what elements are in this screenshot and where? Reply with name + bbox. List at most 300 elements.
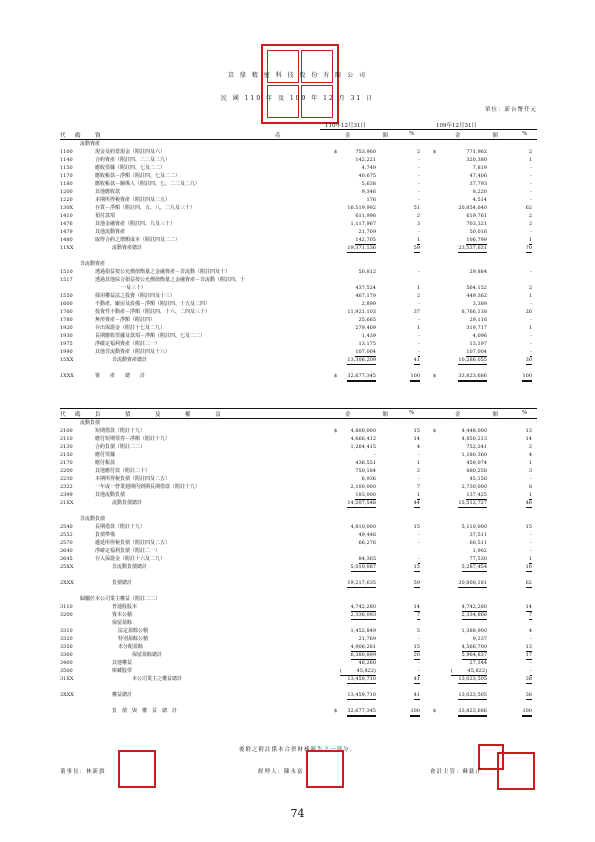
amount-prior: 703,321 — [466, 221, 487, 227]
percent-current: 1 — [416, 285, 420, 291]
amount-prior: 45,156 — [469, 476, 487, 482]
amount-prior: 5,287,454 — [461, 564, 487, 570]
account-label: 其他應收款 — [95, 189, 121, 195]
account-label: 應收票據（附註四、七及二二） — [95, 165, 166, 171]
percent-current: 15 — [413, 644, 420, 650]
manager-seal — [306, 750, 344, 788]
currency-sign: $ — [433, 149, 437, 155]
percent-current: - — [418, 341, 420, 347]
amount-current: 2,336,093 — [350, 612, 376, 618]
amount-prior: 3,389 — [472, 301, 487, 307]
account-code: 1920 — [60, 325, 73, 331]
account-label: 其他流動負債 — [95, 492, 126, 498]
account-label: 一年或一營業週期內到期長期借款（附註十九） — [95, 484, 201, 490]
account-label: 法定盈餘公積 — [118, 628, 149, 634]
percent-prior: 1 — [528, 460, 532, 466]
percent-current: - — [418, 540, 420, 546]
amount-current: 50,812 — [358, 269, 376, 275]
amount-current: 1,452,849 — [350, 628, 376, 634]
account-label: 長期應收票據及款項－淨額（附註四、七及二二） — [95, 333, 206, 339]
table-row — [0, 435, 595, 443]
percent-current: 44 — [413, 500, 420, 506]
account-label: 一及三十） — [121, 285, 147, 291]
account-label: 遞延所得稅負債（附註四及二五） — [95, 540, 171, 546]
account-label: 現金及約當現金（附註四及六） — [95, 149, 166, 155]
percent-current: 2 — [416, 293, 420, 299]
percent-current: 51 — [413, 205, 420, 211]
amount-prior: 619,761 — [466, 213, 487, 219]
account-label: 應付帳款 — [95, 460, 116, 466]
percent-prior: 1 — [528, 556, 532, 562]
account-label: 本公司業主之權益總計 — [132, 676, 183, 682]
col-liabilities-header: 負 債 及 權 益 — [95, 412, 223, 418]
percent-prior: - — [530, 540, 532, 546]
account-code: 3200 — [60, 612, 73, 618]
account-label: 其他金融資產（附註四、九及三十） — [95, 221, 176, 227]
account-code: 1150 — [60, 165, 73, 171]
amount-current: 40,675 — [358, 173, 376, 179]
table-row — [0, 244, 595, 252]
percent-prior: 38 — [525, 676, 532, 682]
account-label: 投資性不動產－淨額（附註四、十六、二四及三十） — [95, 309, 211, 315]
percent-current: - — [418, 333, 420, 339]
account-code: 2230 — [60, 476, 73, 482]
percent-current: 100 — [410, 707, 420, 717]
percent-prior: - — [530, 173, 532, 179]
amount-current: 5,638 — [361, 181, 376, 187]
table-row — [0, 707, 595, 715]
account-label: 其他流動資產 — [95, 229, 126, 235]
percent-current: - — [418, 660, 420, 666]
percent-prior: 2 — [528, 149, 532, 155]
table-row — [0, 372, 595, 380]
amount-current: 6,380,899 — [350, 652, 376, 658]
account-code: 1476 — [60, 221, 73, 227]
amount-prior: 5,964,837 — [461, 652, 487, 658]
percent-current: - — [418, 229, 420, 235]
table-row — [0, 164, 595, 172]
percent-current: - — [418, 532, 420, 538]
amount-current: 21,709 — [358, 229, 376, 235]
amount-prior: 9,237 — [472, 636, 487, 642]
amount-prior: 320,380 — [466, 157, 487, 163]
percent-prior: 100 — [522, 372, 532, 382]
account-label: 應付短期票券－淨額（附註十九） — [95, 436, 171, 442]
amount-current: 4,800,000 — [350, 428, 376, 434]
account-label: 負債準備 — [95, 532, 116, 538]
amount-prior: 4,850,213 — [461, 436, 487, 442]
account-label: 應收帳款－淨額（附註四、七及二二） — [95, 173, 181, 179]
percent-current: - — [418, 668, 420, 674]
amount-prior: 107,004 — [466, 349, 487, 355]
amount-current: 13,175 — [358, 341, 376, 347]
table-row — [0, 467, 595, 475]
col-pct-header-3: % — [409, 410, 417, 416]
table-row — [0, 627, 595, 635]
account-code: 1200 — [60, 189, 73, 195]
account-label: 取得合約之增額成本（附註四及二二） — [95, 237, 181, 243]
amount-prior: 27,344 — [469, 660, 487, 666]
account-code: 130X — [60, 205, 74, 211]
percent-prior: - — [530, 189, 532, 195]
amount-current: 2,100,000 — [350, 484, 376, 490]
amount-prior: 106,799 — [466, 237, 487, 243]
amount-prior: 8,766,138 — [461, 309, 487, 315]
amount-prior: 10,286,055 — [458, 357, 487, 363]
account-code: 2200 — [60, 468, 73, 474]
amount-prior: 449,362 — [466, 293, 487, 299]
amount-current: 1,439 — [361, 333, 376, 339]
account-label: 應收帳款－關係人（附註四、七、二二及二九） — [95, 181, 201, 187]
percent-prior: 30 — [525, 357, 532, 363]
table-row — [0, 220, 595, 228]
account-label: 採用權益法之投資（附註四及十三） — [95, 293, 176, 299]
percent-current: - — [418, 181, 420, 187]
account-code: 2130 — [60, 444, 73, 450]
account-label: 保留盈餘總計 — [132, 652, 163, 658]
amount-current: 4,906,281 — [350, 644, 376, 650]
col-amount-header-4: 金 額 — [455, 412, 501, 418]
amount-prior: 4,096 — [472, 333, 487, 339]
amount-prior: 4,448,000 — [461, 428, 487, 434]
amount-current: 11,921,103 — [347, 309, 376, 315]
col-pct-header-4: % — [522, 410, 530, 416]
amount-prior: 5,110,000 — [461, 524, 487, 530]
amount-prior: 13,023,505 — [458, 692, 487, 698]
percent-prior: - — [530, 532, 532, 538]
table-row — [0, 324, 595, 332]
account-code: 2170 — [60, 460, 73, 466]
amount-prior: 60,511 — [469, 540, 487, 546]
table-row — [0, 156, 595, 164]
table-row — [0, 603, 595, 611]
account-label: 不動產、廠房及設備－淨額（附註四、十五及二四） — [95, 301, 211, 307]
table-row — [0, 667, 595, 675]
col-amount-header-2: 金 額 — [455, 133, 501, 139]
table-row — [0, 555, 595, 563]
percent-current: - — [418, 476, 420, 482]
amount-prior: 29,884 — [469, 269, 487, 275]
account-code: 1930 — [60, 333, 73, 339]
table-row — [0, 316, 595, 324]
amount-current: 176 — [366, 197, 376, 203]
account-code: 3320 — [60, 636, 73, 642]
amount-prior: 1,388,900 — [461, 628, 487, 634]
table-row — [0, 691, 595, 699]
year-rule — [320, 129, 537, 130]
amount-current: 25,665 — [358, 317, 376, 323]
table-row — [0, 356, 595, 364]
amount-prior: 33,823,686 — [458, 372, 487, 382]
table-row — [0, 196, 595, 204]
percent-prior: - — [530, 341, 532, 347]
percent-current: 1 — [416, 460, 420, 466]
percent-prior: - — [530, 660, 532, 666]
account-code: 3310 — [60, 628, 73, 634]
percent-prior: - — [530, 301, 532, 307]
amount-current: 2,899 — [361, 301, 376, 307]
section-label: 流動負債 — [80, 420, 101, 426]
section-label: 非流動資產 — [80, 261, 106, 267]
percent-current: - — [418, 269, 420, 275]
account-label: 預付款項 — [95, 213, 116, 219]
account-code: 21XX — [60, 500, 74, 506]
report-period: 民 國 110 年 及 109 年 12 月 31 日 — [220, 95, 375, 102]
account-label: 本期所得稅負債（附註四及二五） — [95, 476, 171, 482]
amount-prior: 77,530 — [469, 556, 487, 562]
amount-prior: 459,074 — [466, 460, 487, 466]
percent-current: 7 — [416, 484, 420, 490]
percent-current: - — [418, 452, 420, 458]
account-label: 存入保證金（附註十六及二九） — [95, 556, 166, 562]
table-row — [0, 268, 595, 276]
amount-prior: 2,730,000 — [461, 484, 487, 490]
col-amount-header-1: 金 額 — [345, 133, 391, 139]
percent-prior: 15 — [525, 524, 532, 530]
table-row — [0, 651, 595, 659]
account-code: 1XXX — [60, 373, 74, 379]
amount-current: 32,677,345 — [347, 707, 376, 717]
account-code: 1975 — [60, 341, 73, 347]
percent-prior: - — [530, 333, 532, 339]
table-row — [0, 300, 595, 308]
account-label: 應付票據 — [95, 452, 116, 458]
amount-current: 49,446 — [358, 532, 376, 538]
account-label: 流動資產總計 — [112, 245, 143, 251]
account-code: 1600 — [60, 301, 73, 307]
account-label: 非流動資產總計 — [112, 357, 148, 363]
percent-prior: 3 — [528, 468, 532, 474]
amount-prior: 1,180,360 — [461, 452, 487, 458]
account-code: 2150 — [60, 452, 73, 458]
percent-prior: 1 — [528, 492, 532, 498]
table-row — [0, 547, 595, 555]
account-label: 資 產 總 計 — [95, 373, 146, 379]
percent-current: 1 — [416, 325, 420, 331]
amount-current: 21,769 — [358, 636, 376, 642]
account-code: 1100 — [60, 149, 73, 155]
section-heading — [0, 595, 595, 603]
amount-current: 107,004 — [355, 349, 376, 355]
amount-current: 9,346 — [361, 189, 376, 195]
percent-current: 15 — [413, 428, 420, 434]
amount-current: 436,551 — [355, 460, 376, 466]
amount-prior: 29,116 — [469, 317, 487, 323]
account-code: 1410 — [60, 213, 73, 219]
section-heading — [0, 419, 595, 427]
account-label: 庫藏股票 — [112, 668, 133, 674]
account-code: 15XX — [60, 357, 74, 363]
company-seal-stamp — [261, 44, 339, 124]
account-code: 2XXX — [60, 580, 74, 586]
account-label: 淨確定福利負債（附註二一） — [95, 548, 161, 554]
amount-current: 611,998 — [355, 213, 376, 219]
percent-prior: 16 — [525, 564, 532, 570]
percent-current: 41 — [413, 676, 420, 682]
table-row — [0, 619, 595, 627]
percent-prior: - — [530, 165, 532, 171]
percent-prior: 1 — [528, 293, 532, 299]
chairman-seal — [118, 750, 156, 788]
account-code: 2100 — [60, 428, 73, 434]
account-code: 3500 — [60, 668, 73, 674]
account-code: 2110 — [60, 436, 73, 442]
percent-current: - — [418, 173, 420, 179]
amount-current: 32,677,345 — [347, 372, 376, 382]
account-label: 長期借款（附註十九） — [95, 524, 146, 530]
percent-prior: 26 — [525, 309, 532, 315]
section-rule-top — [60, 408, 537, 409]
amount-current: 142,705 — [355, 237, 376, 243]
section-heading — [0, 260, 595, 268]
table-row — [0, 539, 595, 547]
currency-sign: $ — [334, 149, 338, 155]
account-label: 負 債 與 權 益 總 計 — [112, 708, 178, 714]
percent-current: - — [418, 317, 420, 323]
account-code: 3350 — [60, 644, 73, 650]
table-row — [0, 499, 595, 507]
table-row — [0, 563, 595, 571]
account-code: 1990 — [60, 349, 73, 355]
amount-prior: 752,241 — [466, 444, 487, 450]
currency-sign: $ — [433, 373, 437, 379]
currency-sign: $ — [334, 428, 338, 434]
amount-prior: 137,425 — [466, 492, 487, 498]
amount-current: 14,207,548 — [347, 500, 376, 506]
account-code: 3110 — [60, 604, 73, 610]
account-label: 權益總計 — [112, 692, 133, 698]
account-label: 資本公積 — [112, 612, 133, 618]
percent-prior: 2 — [528, 221, 532, 227]
percent-prior: - — [530, 317, 532, 323]
amount-current: 4,810,000 — [350, 524, 376, 530]
amount-prior: 13,197 — [469, 341, 487, 347]
amount-prior: 4,514 — [472, 197, 487, 203]
percent-current: 4 — [416, 444, 420, 450]
percent-current: 59 — [413, 580, 420, 586]
amount-prior: 20,854,640 — [458, 205, 487, 211]
percent-current: - — [418, 189, 420, 195]
percent-prior: - — [530, 229, 532, 235]
percent-current: 59 — [413, 245, 420, 251]
account-label: 合約資產（附註四、二二及二九） — [95, 157, 171, 163]
account-label: 短期借款（附註十九） — [95, 428, 146, 434]
amount-current: 19,371,136 — [347, 245, 376, 251]
table-row — [0, 443, 595, 451]
percent-prior: 1 — [528, 325, 532, 331]
account-label: 透過其他綜合損益按公允價值衡量之金融資產－非流動（附註四、十 — [95, 277, 246, 283]
account-code: 1510 — [60, 269, 73, 275]
amount-current: 467,179 — [355, 293, 376, 299]
percent-prior: 2 — [528, 444, 532, 450]
table-row — [0, 659, 595, 667]
amount-current: 84,365 — [358, 556, 376, 562]
percent-current: - — [418, 636, 420, 642]
table-row — [0, 475, 595, 483]
amount-current: 4,742,280 — [350, 604, 376, 610]
percent-current: 15 — [413, 564, 420, 570]
table-row — [0, 483, 595, 491]
amount-prior: 47,406 — [469, 173, 487, 179]
amount-current: 142,221 — [355, 157, 376, 163]
account-code: 1550 — [60, 293, 73, 299]
table-row — [0, 643, 595, 651]
account-code: 2552 — [60, 532, 73, 538]
amount-current: 750,184 — [355, 468, 376, 474]
amount-current: 437,524 — [355, 285, 376, 291]
table-row — [0, 228, 595, 236]
amount-current: - — [374, 452, 376, 458]
col-code-header-2: 代 碼 — [60, 412, 83, 418]
section-label: 歸屬於本公司業主權益（附註二二） — [80, 596, 161, 602]
amount-prior: 50,016 — [469, 229, 487, 235]
page-number: 74 — [290, 807, 305, 820]
table-row — [0, 236, 595, 244]
amount-prior: 1,902 — [472, 548, 487, 554]
percent-current: 20 — [413, 652, 420, 658]
amount-current: 13,459,710 — [347, 676, 376, 682]
account-label: 其他非流動資產（附註四及十八） — [95, 349, 171, 355]
percent-prior: - — [530, 476, 532, 482]
amount-prior: 2,334,866 — [461, 612, 487, 618]
percent-prior: - — [530, 548, 532, 554]
account-label: 存貨－淨額（附註四、五、八、二九及三十） — [95, 205, 196, 211]
percent-current: 41 — [413, 357, 420, 363]
account-label: 非流動負債總計 — [112, 564, 148, 570]
amount-current: 46,260 — [358, 660, 376, 666]
table-row — [0, 531, 595, 539]
table-row — [0, 332, 595, 340]
account-code: 2540 — [60, 524, 73, 530]
col-assets-header: 資 產 — [95, 133, 283, 139]
currency-unit: 單位：新台幣仟元 — [484, 107, 537, 113]
amount-prior: 4,742,280 — [461, 604, 487, 610]
table-row — [0, 284, 595, 292]
account-code: 3300 — [60, 652, 73, 658]
accountant-seal — [497, 752, 535, 790]
signature-manager: 經理人：陳永富 — [258, 769, 304, 775]
account-code: 1220 — [60, 197, 73, 203]
amount-current: 19,217,635 — [347, 580, 376, 586]
col-amount-header-3: 金 額 — [345, 412, 391, 418]
percent-current: 14 — [413, 436, 420, 442]
account-label: 普通股股本 — [112, 604, 138, 610]
percent-prior: 14 — [525, 604, 532, 610]
table-row — [0, 172, 595, 180]
account-label: 合約負債（附註二二） — [95, 444, 146, 450]
percent-prior: 14 — [525, 436, 532, 442]
percent-prior: 17 — [525, 652, 532, 658]
percent-current: 2 — [416, 149, 420, 155]
account-code: 2570 — [60, 540, 73, 546]
table-row — [0, 188, 595, 196]
account-code: 1170 — [60, 173, 73, 179]
percent-current: 2 — [416, 468, 420, 474]
col-pct-header-2: % — [522, 131, 530, 137]
percent-current: - — [418, 301, 420, 307]
percent-prior: 13 — [525, 644, 532, 650]
table-row — [0, 204, 595, 212]
account-code: 1480 — [60, 237, 73, 243]
percent-current: 41 — [413, 692, 420, 698]
percent-current: 1 — [416, 237, 420, 243]
account-label: 流動負債總計 — [112, 500, 143, 506]
year-header-2: 109年12月31日 — [436, 123, 477, 129]
amount-current: 1,117,967 — [350, 221, 376, 227]
amount-prior: 15,512,727 — [458, 500, 487, 506]
amount-prior: 7,819 — [472, 165, 487, 171]
account-label: 特別盈餘公積 — [118, 636, 149, 642]
